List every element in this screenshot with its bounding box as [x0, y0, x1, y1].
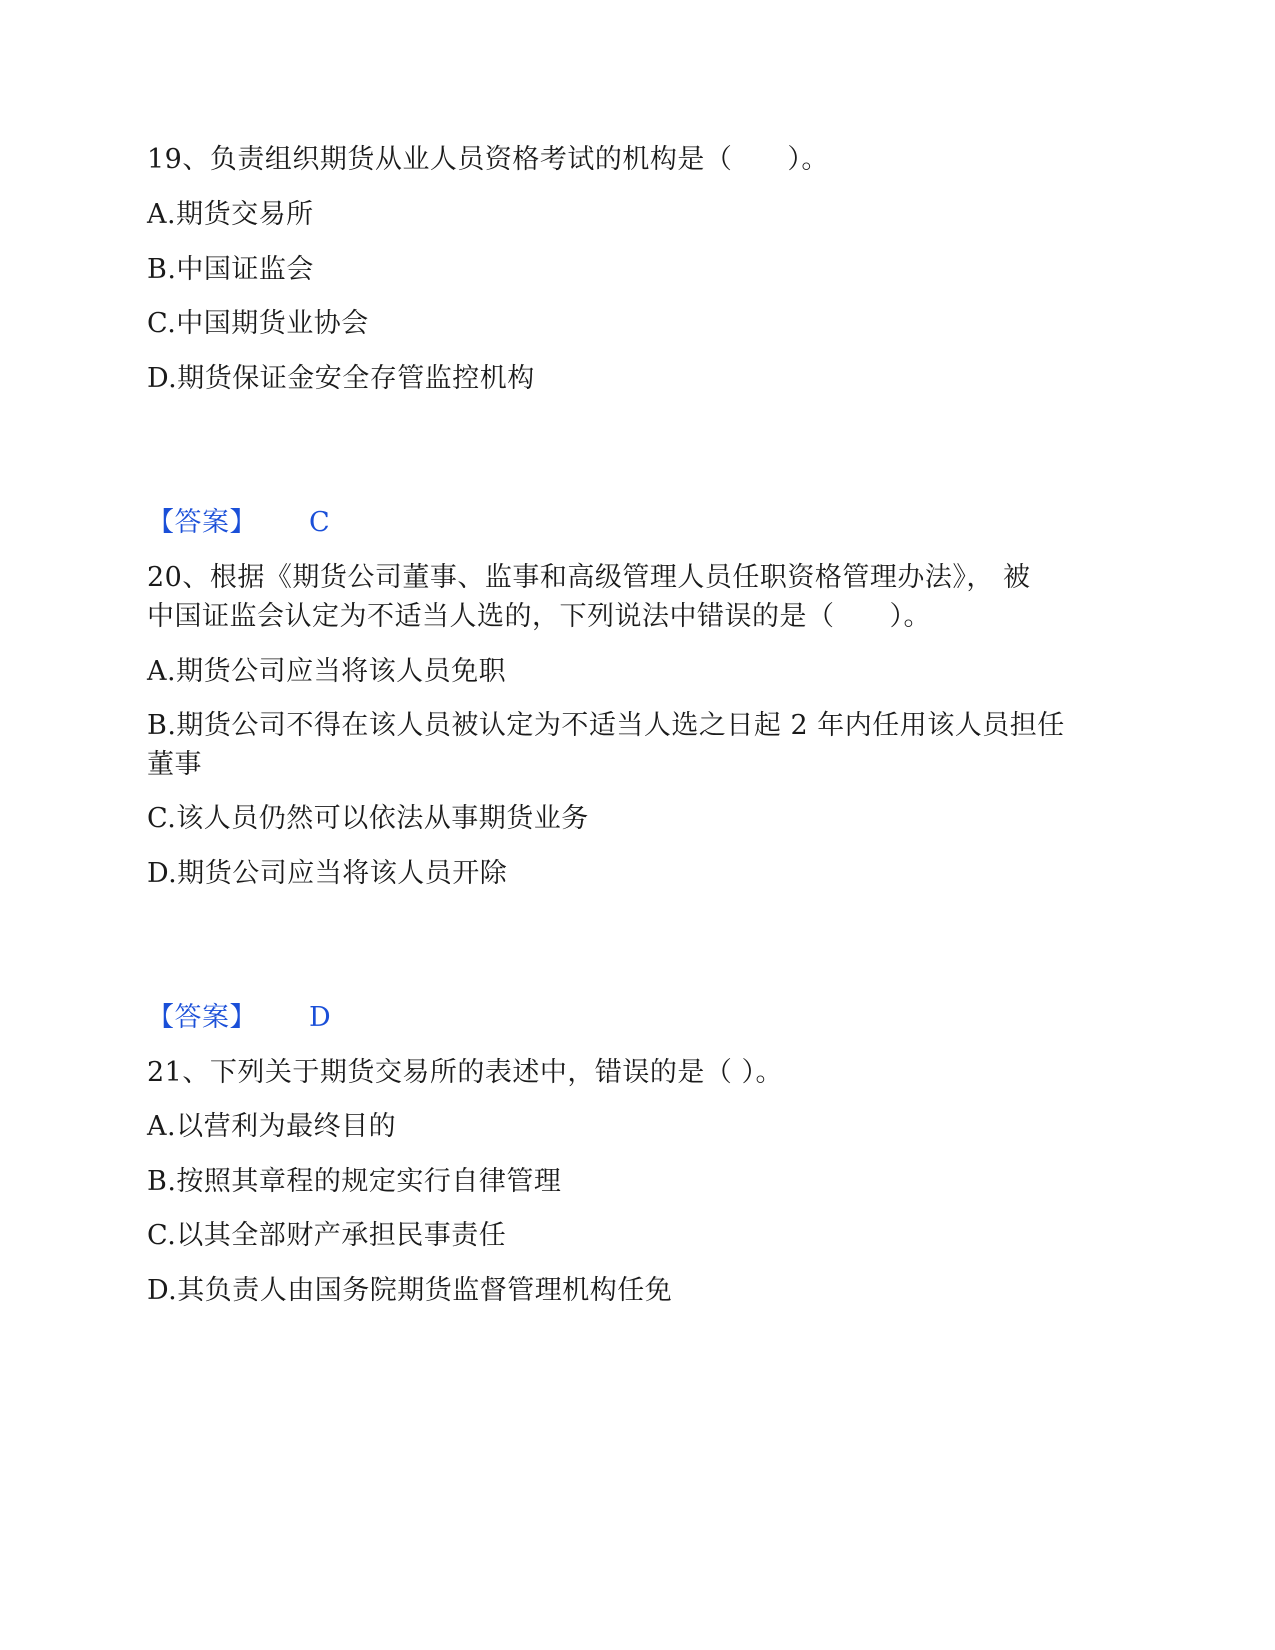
question-20-stem-line-1: 20、根据《期货公司董事、监事和高级管理人员任职资格管理办法》， 被 — [147, 562, 1031, 593]
question-20-stem-line-2: 中国证监会认定为不适当人选的，下列说法中错误的是（ ）。 — [147, 601, 931, 632]
question-19-stem: 19、负责组织期货从业人员资格考试的机构是（ ）。 — [147, 144, 829, 175]
question-21-option-a: A.以营利为最终目的 — [147, 1111, 397, 1142]
question-21-stem: 21、下列关于期货交易所的表述中，错误的是（ ）。 — [147, 1057, 783, 1088]
question-20-option-b: B.期货公司不得在该人员被认定为不适当人选之日起 2 年内任用该人员担任 — [147, 710, 1065, 741]
question-20-option-d: D.期货公司应当将该人员开除 — [147, 858, 508, 889]
question-20-option-a: A.期货公司应当将该人员免职 — [147, 656, 507, 687]
question-19-option-c: C.中国期货业协会 — [147, 308, 369, 339]
question-21-option-d: D.其负责人由国务院期货监督管理机构任免 — [147, 1275, 673, 1306]
answer-value: D — [309, 1002, 332, 1033]
question-19-option-a: A.期货交易所 — [147, 199, 314, 230]
question-19-option-d: D.期货保证金安全存管监控机构 — [147, 363, 535, 394]
question-20-option-c: C.该人员仍然可以依法从事期货业务 — [147, 803, 589, 834]
answer-value: C — [309, 507, 331, 538]
question-19-answer-row — [147, 503, 330, 543]
question-20-answer-row — [147, 998, 331, 1038]
question-19-option-b: B.中国证监会 — [147, 254, 314, 285]
question-20-option-b-continued: 董事 — [147, 749, 202, 780]
answer-label: 【答案】 — [147, 507, 257, 538]
question-21-option-c: C.以其全部财产承担民事责任 — [147, 1220, 507, 1251]
answer-label: 【答案】 — [147, 1002, 257, 1033]
question-21-option-b: B.按照其章程的规定实行自律管理 — [147, 1166, 562, 1197]
